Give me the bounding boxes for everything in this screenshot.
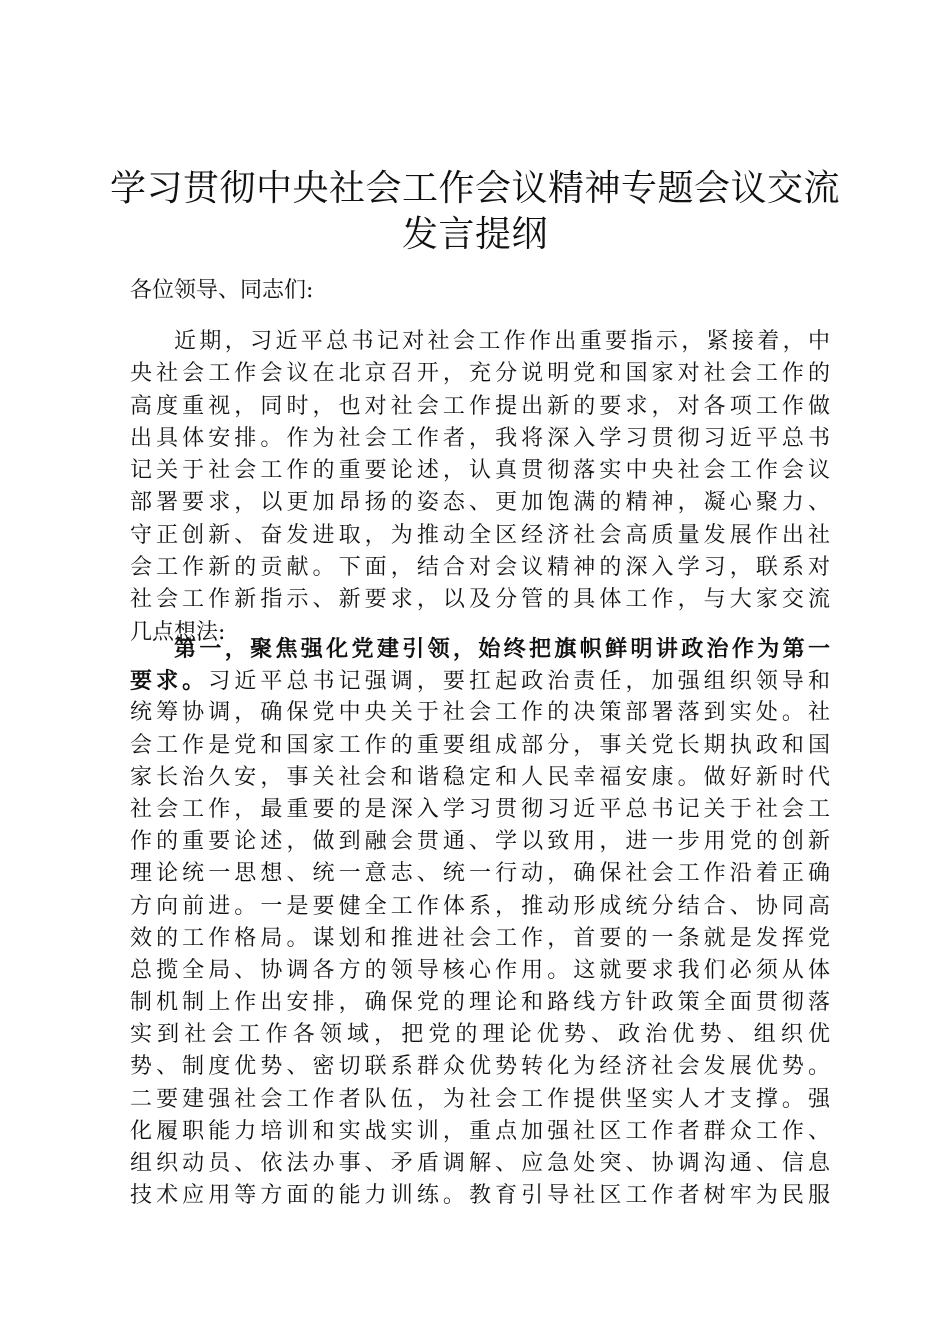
paragraph-line: 制机制上作出安排，确保党的理论和路线方针政策全面贯彻落 — [130, 990, 830, 1016]
paragraph-line: 高度重视，同时，也对社会工作提出新的要求，对各项工作做 — [130, 393, 830, 419]
paragraph-line: 社会工作，最重要的是深入学习贯彻习近平总书记关于社会工 — [130, 796, 830, 822]
paragraph-line: 方向前进。一是要健全工作体系，推动形成统分结合、协同高 — [130, 893, 830, 919]
paragraph-line: 出具体安排。作为社会工作者，我将深入学习贯彻习近平总书 — [130, 425, 830, 451]
paragraph-line: 势、制度优势、密切联系群众优势转化为经济社会发展优势。 — [130, 1054, 830, 1080]
paragraph-section-one — [130, 633, 830, 1212]
paragraph-line: 组织动员、依法办事、矛盾调解、应急处突、协调沟通、信息 — [130, 1151, 830, 1176]
paragraph-line: 统筹协调，确保党中央关于社会工作的决策部署落到实处。社 — [130, 700, 830, 726]
paragraph-line: 部署要求，以更加昂扬的姿态、更加饱满的精神，凝心聚力、 — [130, 490, 830, 516]
paragraph-line: 理论统一思想、统一意志、统一行动，确保社会工作沿着正确 — [130, 861, 830, 887]
section-heading-end: 要求。 — [130, 668, 209, 695]
paragraph-line: 家长治久安，事关社会和谐稳定和人民幸福安康。做好新时代 — [130, 764, 830, 790]
section-heading-line: 第一，聚焦强化党建引领，始终把旗帜鲜明讲政治作为第一 — [174, 636, 830, 662]
paragraph-line: 作的重要论述，做到融会贯通、学以致用，进一步用党的创新 — [130, 829, 830, 855]
paragraph-line: 二要建强社会工作者队伍，为社会工作提供坚实人才支撑。强 — [130, 1086, 830, 1112]
document-title — [100, 166, 850, 258]
title-line-2: 发言提纲 — [401, 214, 548, 255]
paragraph-line: 效的工作格局。谋划和推进社会工作，首要的一条就是发挥党 — [130, 925, 830, 951]
title-line-1: 学习贯彻中央社会工作会议精神专题会议交流 — [109, 168, 840, 209]
paragraph-intro — [130, 326, 830, 649]
paragraph-line: 记关于社会工作的重要论述，认真贯彻落实中央社会工作会议 — [130, 458, 830, 484]
paragraph-line: 化履职能力培训和实战实训，重点加强社区工作者群众工作、 — [130, 1118, 830, 1144]
paragraph-line — [130, 665, 830, 697]
paragraph-line: 几点想法: — [130, 619, 226, 645]
paragraph-line: 社会工作新指示、新要求，以及分管的具体工作，与大家交流 — [130, 587, 830, 613]
paragraph-line: 技术应用等方面的能力训练。教育引导社区工作者树牢为民服 — [130, 1183, 830, 1209]
paragraph-line: 会工作新的贡献。下面，结合对会议精神的深入学习，联系对 — [130, 555, 830, 581]
paragraph-line: 央社会工作会议在北京召开，充分说明党和国家对社会工作的 — [130, 361, 830, 387]
paragraph-line: 总揽全局、协调各方的领导核心作用。这就要求我们必须从体 — [130, 957, 830, 983]
salutation: 各位领导、同志们: — [130, 278, 314, 303]
paragraph-line: 实到社会工作各领域，把党的理论优势、政治优势、组织优 — [130, 1022, 830, 1048]
paragraph-line-rest: 习近平总书记强调，要扛起政治责任，加强组织领导和 — [208, 669, 830, 695]
paragraph-line: 会工作是党和国家工作的重要组成部分，事关党长期执政和国 — [130, 732, 830, 758]
paragraph-line: 守正创新、奋发进取，为推动全区经济社会高质量发展作出社 — [130, 522, 830, 548]
paragraph-line: 近期，习近平总书记对社会工作作出重要指示，紧接着，中 — [174, 329, 830, 354]
